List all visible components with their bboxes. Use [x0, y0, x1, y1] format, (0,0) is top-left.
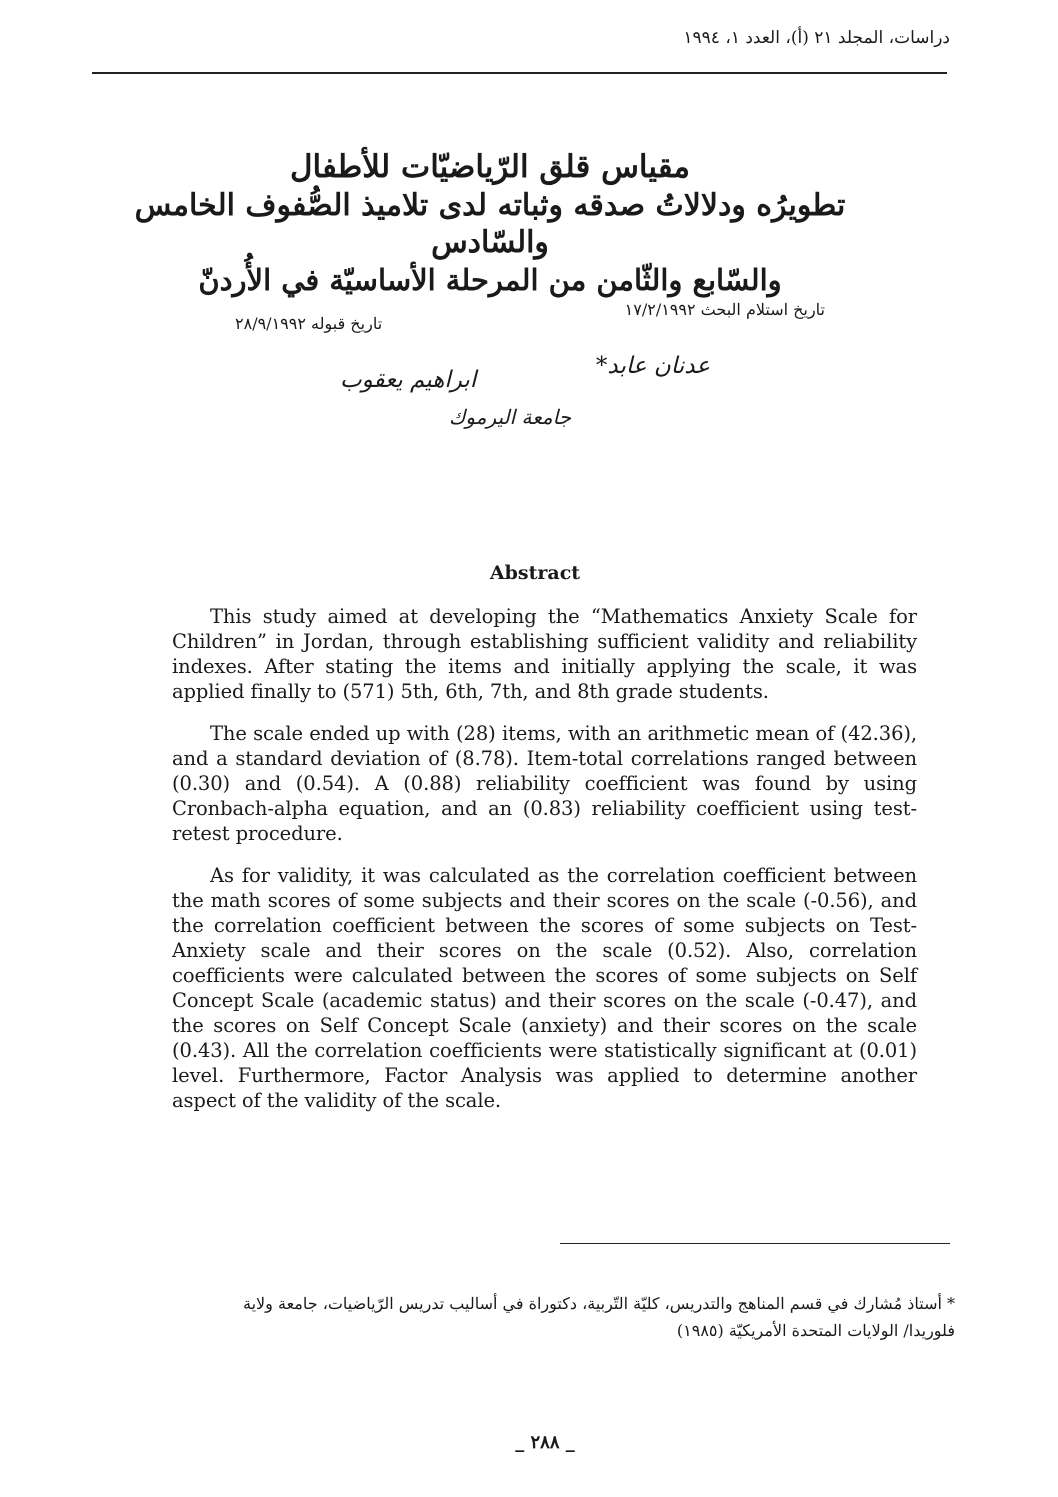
footnote-line-2: فلوريدا/ الولايات المتحدة الأمريكيّة (١٩٨٥) [676, 1321, 955, 1340]
footnote-rule [560, 1243, 950, 1244]
page-number: _ ٢٨٨ _ [515, 1432, 575, 1453]
author-1: عدنان عابد* [595, 353, 710, 379]
abstract-body [172, 604, 917, 1130]
running-header: دراسات، المجلد ٢١ (أ)، العدد ١، ١٩٩٤ [683, 28, 950, 48]
received-date: تاريخ استلام البحث ١٧/٢/١٩٩٢ [624, 300, 825, 319]
article-title [110, 148, 870, 298]
accepted-date: تاريخ قبوله ٢٨/٩/١٩٩٢ [235, 314, 383, 333]
abstract-paragraph-2: The scale ended up with (28) items, with an arithmetic mean of (42.36), and a standard deviation of (8.78). Item-total correlations ranged between (0.30) and (0.54). A (0.88) reliability coefficient was found by using Cronbach-alpha equation, and an (0.83) reliability coefficient using test-retest procedure. [172, 722, 917, 845]
footnote [95, 1290, 955, 1344]
affiliation: جامعة اليرموك [448, 405, 572, 429]
title-line-2: تطويرُه ودلالاتُ صدقه وثباته لدى تلاميذ الصُّفوف الخامس والسّادس [134, 187, 846, 261]
abstract-paragraph-1: This study aimed at developing the “Mathematics Anxiety Scale for Children” in Jordan, through establishing sufficient validity and reliability indexes. After stating the items and initially applying the scale, it was applied finally to (571) 5th, 6th, 7th, and 8th grade students. [172, 605, 917, 703]
title-line-1: مقياس قلق الرّياضيّات للأطفال [289, 149, 691, 185]
abstract-heading: Abstract [489, 562, 581, 584]
author-2: ابراهيم يعقوب [340, 367, 477, 393]
header-rule [92, 72, 947, 74]
footnote-line-1: * أستاذ مُشارك في قسم المناهج والتدريس، كليّة التّربية، دكتوراة في أساليب تدريس الرّياضيات، جامعة ولاية [243, 1294, 955, 1313]
title-line-3: والسّابع والثّامن من المرحلة الأساسيّة في الأُردنّ [198, 262, 782, 297]
abstract-paragraph-3: As for validity, it was calculated as the correlation coefficient between the math scores of some subjects and their scores on the scale (-0.56), and the correlation coefficient between the scores of some subjects on Test-Anxiety scale and their scores on the scale (0.52). Also, correlation coefficients were calculated between the scores of some subjects on Self Concept Scale (academic status) and their scores on the scale (-0.47), and the scores on Self Concept Scale (anxiety) and their scores on the scale (0.43). All the correlation coefficients were statistically significant at (0.01) level. Furthermore, Factor Analysis was applied to determine another aspect of the validity of the scale. [172, 864, 917, 1112]
